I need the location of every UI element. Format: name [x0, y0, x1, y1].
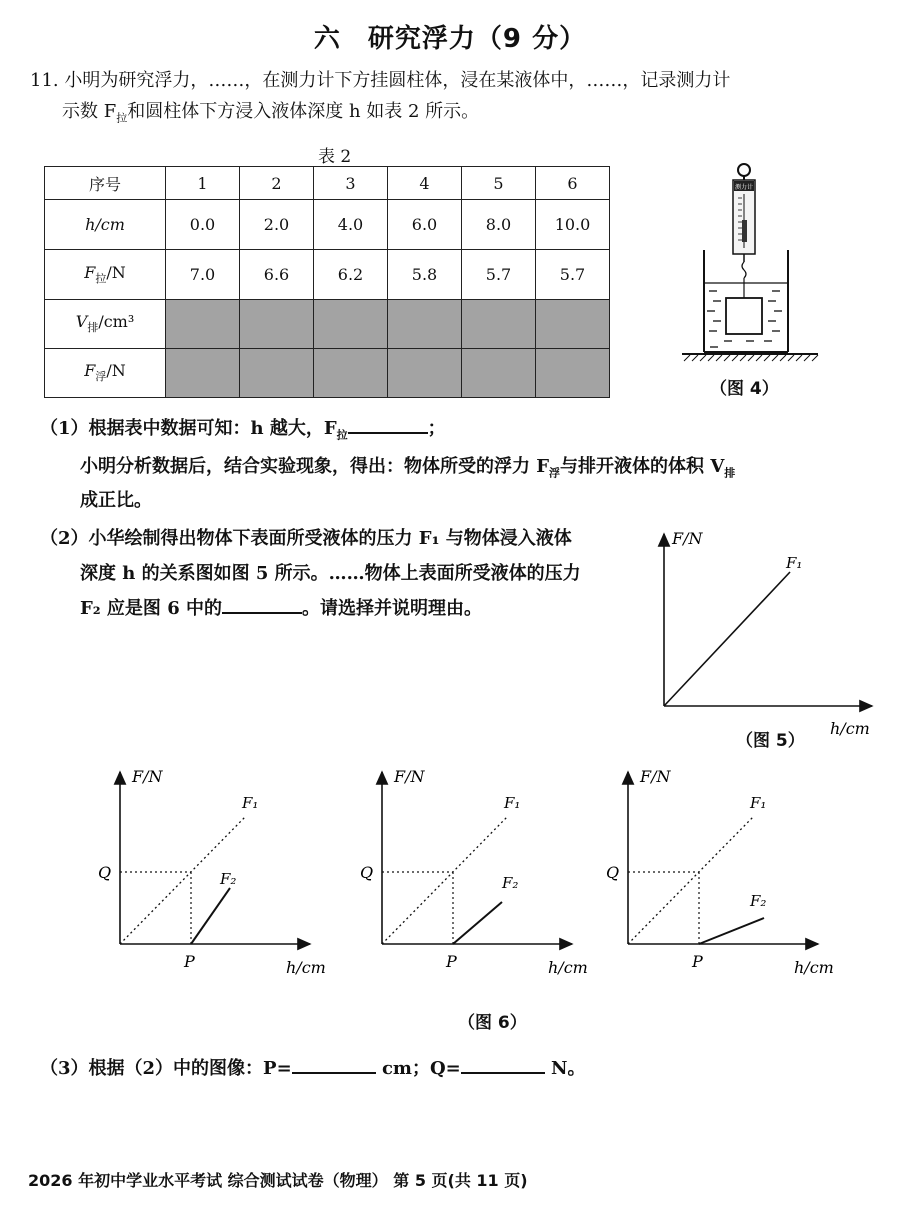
figure-4-caption: （图 4）: [710, 379, 779, 399]
stem-text: 示数 F: [62, 101, 117, 122]
table-row-f-pull: [45, 250, 610, 300]
column-header: 4: [388, 167, 462, 200]
table-row-f-buoy: [45, 349, 610, 398]
part-text: 小华绘制得出物体下表面所受液体的压力 F₁ 与物体浸入液体: [88, 528, 572, 549]
shaded-cell: [314, 349, 388, 398]
part-3-line: [40, 1054, 880, 1084]
f1-label: F₁: [504, 794, 521, 812]
hook-ring: [738, 164, 750, 176]
part-2-line3: [80, 594, 660, 624]
part-text: 小明分析数据后，结合实验现象，得出：物体所受的浮力 F: [80, 456, 550, 477]
label-symbol: F: [84, 262, 96, 282]
column-header: 1: [166, 167, 240, 200]
shaded-cell: [462, 300, 536, 349]
ground-hatching: [684, 355, 818, 361]
label-unit: /N: [106, 262, 126, 282]
shaded-cell: [314, 300, 388, 349]
q-label: Q: [606, 863, 620, 882]
part-text-end: 。请选择并说明理由。: [302, 598, 482, 619]
p-label: P: [692, 952, 703, 971]
q-label: Q: [98, 863, 112, 882]
part-text: cm；Q=: [381, 1058, 461, 1079]
table-cell: 6.2: [314, 250, 388, 300]
shaded-cell: [240, 300, 314, 349]
page-footer: 2026 年初中学业水平考试 综合测试试卷（物理） 第 5 页(共 11 页): [28, 1171, 528, 1190]
row-label-f-buoy: [45, 349, 166, 398]
label-subscript: 拉: [95, 272, 107, 286]
table-caption: 表 2: [318, 147, 352, 167]
answer-blank[interactable]: [222, 594, 302, 614]
spring-scale-label: 测力计: [734, 184, 754, 191]
part-number: （1）: [40, 418, 89, 439]
f2-line: [453, 902, 502, 944]
f2-line: [699, 918, 764, 944]
shaded-cell: [388, 349, 462, 398]
figure-5-graph: [650, 522, 890, 744]
column-header: 2: [240, 167, 314, 200]
question-11-stem: [30, 66, 880, 96]
column-header: 6: [536, 167, 610, 200]
header-label: 序号: [45, 167, 166, 200]
part-text-end: N。: [551, 1058, 586, 1079]
table-cell: 5.8: [388, 250, 462, 300]
x-axis-label: h/cm: [286, 958, 326, 977]
f1-label: F₁: [750, 794, 767, 812]
y-axis-label: F/N: [394, 767, 425, 786]
table-header-row: [45, 167, 610, 200]
figure-6-caption: （图 6）: [458, 1013, 527, 1033]
part-2-line1: [40, 524, 650, 554]
answer-blank[interactable]: [348, 414, 428, 434]
figure-6-graph-b: [352, 760, 602, 982]
f1-label: F₁: [242, 794, 259, 812]
f2-label: F₂: [502, 874, 519, 892]
part-text: 与排开液体的体积 V: [560, 456, 725, 477]
table-cell: 2.0: [240, 200, 314, 250]
shaded-cell: [166, 300, 240, 349]
part-2-line2: 深度 h 的关系图如图 5 所示。……物体上表面所受液体的压力: [80, 563, 581, 584]
label-unit: /cm³: [98, 312, 135, 332]
q-label: Q: [360, 863, 374, 882]
part-text: F₂ 应是图 6 中的: [80, 598, 222, 619]
x-axis-label: h/cm: [548, 958, 588, 977]
stem-subscript: 拉: [116, 111, 128, 125]
question-11-stem-line2: [62, 97, 882, 134]
shaded-cell: [462, 349, 536, 398]
label-unit: /N: [106, 361, 126, 381]
p-label: P: [446, 952, 457, 971]
row-label-v: [45, 300, 166, 349]
table-cell: 6.6: [240, 250, 314, 300]
cylinder: [726, 298, 762, 334]
f1-line: [664, 572, 790, 706]
section-title: 六 研究浮力（9 分）: [313, 24, 587, 54]
p-answer-blank[interactable]: [292, 1054, 376, 1074]
part-1-line3: 成正比。: [80, 490, 152, 511]
part-subscript: 排: [724, 466, 736, 480]
x-axis-label: h/cm: [830, 719, 870, 738]
f1-dotted-line: [628, 816, 754, 944]
stem-text-end: 和圆柱体下方浸入液体深度 h 如表 2 所示。: [127, 101, 480, 122]
f2-label: F₂: [220, 870, 237, 888]
shaded-cell: [388, 300, 462, 349]
table-row-v: [45, 300, 610, 349]
row-label-f-pull: [45, 250, 166, 300]
f2-label: F₂: [750, 892, 767, 910]
table-cell: 5.7: [462, 250, 536, 300]
label-subscript: 排: [87, 321, 99, 335]
label-subscript: 浮: [95, 370, 107, 384]
table-cell: 4.0: [314, 200, 388, 250]
table-cell: 10.0: [536, 200, 610, 250]
part-subscript: 浮: [549, 466, 561, 480]
question-number: 11.: [30, 70, 59, 91]
table-cell: 6.0: [388, 200, 462, 250]
table-cell: 7.0: [166, 250, 240, 300]
f1-label: F₁: [786, 554, 803, 572]
part-text: 根据（2）中的图像：P=: [88, 1058, 292, 1079]
table-cell: 8.0: [462, 200, 536, 250]
figure-6-graph-c: [598, 760, 848, 982]
shaded-cell: [536, 300, 610, 349]
table-cell: 0.0: [166, 200, 240, 250]
part-subscript: 拉: [336, 428, 348, 442]
part-text: 根据表中数据可知：h 越大，F: [88, 418, 337, 439]
shaded-cell: [536, 349, 610, 398]
row-label-h: h/cm: [45, 200, 166, 250]
figure-5-caption: （图 5）: [736, 731, 805, 751]
q-answer-blank[interactable]: [461, 1054, 545, 1074]
label-symbol: V: [75, 312, 88, 332]
figure-6-graph-a: [90, 760, 340, 982]
x-axis-label: h/cm: [794, 958, 834, 977]
table-row-h: [45, 200, 610, 250]
data-table: [44, 166, 610, 398]
column-header: 5: [462, 167, 536, 200]
f2-line: [191, 888, 230, 944]
y-axis-label: F/N: [672, 529, 703, 548]
part-1-line2: [80, 452, 880, 489]
y-axis-label: F/N: [132, 767, 163, 786]
part-text-end: ；: [427, 418, 446, 439]
p-label: P: [184, 952, 195, 971]
f1-dotted-line: [382, 816, 508, 944]
part-number: （2）: [40, 528, 89, 549]
label-symbol: F: [84, 361, 96, 381]
question-line-1: 小明为研究浮力，……，在测力计下方挂圆柱体，浸在某液体中，……，记录测力计: [64, 70, 731, 91]
column-header: 3: [314, 167, 388, 200]
table-cell: 5.7: [536, 250, 610, 300]
part-number: （3）: [40, 1058, 89, 1079]
figure-4-apparatus: [676, 158, 826, 370]
part-1-line1: [40, 414, 880, 451]
shaded-cell: [240, 349, 314, 398]
shaded-cell: [166, 349, 240, 398]
y-axis-label: F/N: [640, 767, 671, 786]
